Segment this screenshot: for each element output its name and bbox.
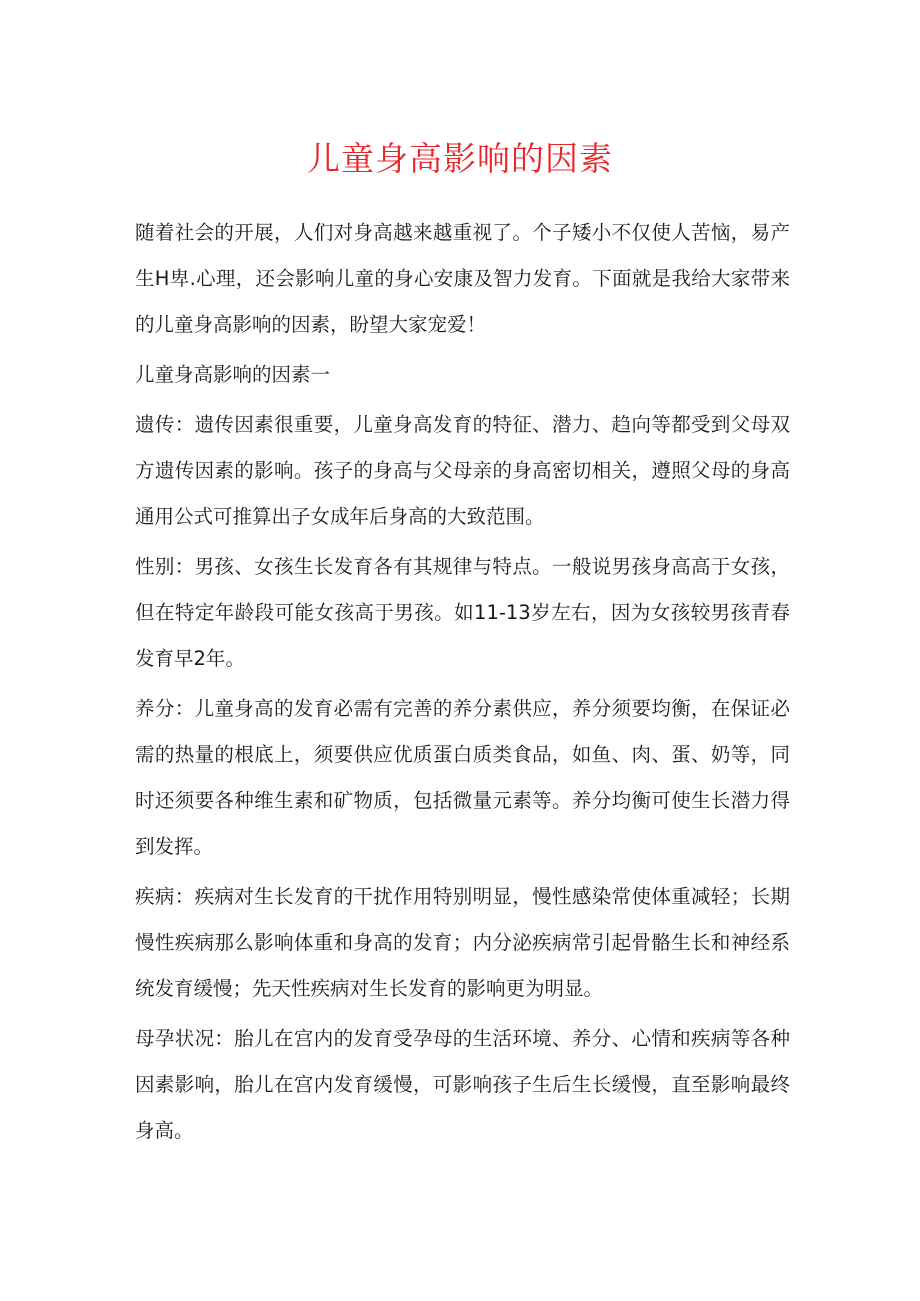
pregnancy-paragraph: 母孕状况：胎儿在宫内的发育受孕母的生活环境、养分、心情和疾病等各种因素影响，胎儿在宫内发育缓慢，可影响孩子生后生长缓慢，直至影响最终身高。	[135, 1027, 790, 1142]
section-heading: 儿童身高影响的因素一	[135, 363, 331, 386]
document-title: 儿童身高影响的因素	[307, 139, 613, 178]
nutrition-paragraph: 养分：儿童身高的发育必需有完善的养分素供应，养分须要均衡，在保证必需的热量的根底上，须要供应优质蛋白质类食品，如鱼、肉、蛋、奶等，同时还须要各种维生素和矿物质，包括微量元素等。养分均衡可使生长潜力得到发挥。	[135, 697, 790, 858]
intro-paragraph: 随着社会的开展，人们对身高越来越重视了。个子矮小不仅使人苦恼，易产生H卑.心理，还会影响儿童的身心安康及智力发育。下面就是我给大家带来的儿童身高影响的因素，盼望大家宠爱！	[135, 221, 790, 336]
gender-paragraph: 性别：男孩、女孩生长发育各有其规律与特点。一般说男孩身高高于女孩，但在特定年龄段可能女孩高于男孩。如11-13岁左右，因为女孩较男孩青春发育早2年。	[135, 555, 790, 670]
heredity-paragraph: 遗传：遗传因素很重要，儿童身高发育的特征、潜力、趋向等都受到父母双方遗传因素的影响。孩子的身高与父母亲的身高密切相关，遵照父母的身高通用公式可推算出子女成年后身高的大致范围。	[135, 413, 790, 528]
document-body	[135, 210, 790, 1158]
disease-paragraph: 疾病：疾病对生长发育的干扰作用特别明显，慢性感染常使体重减轻；长期慢性疾病那么影响体重和身高的发育；内分泌疾病常引起骨骼生长和神经系统发育缓慢；先天性疾病对生长发育的影响更为明显。	[135, 885, 790, 1000]
